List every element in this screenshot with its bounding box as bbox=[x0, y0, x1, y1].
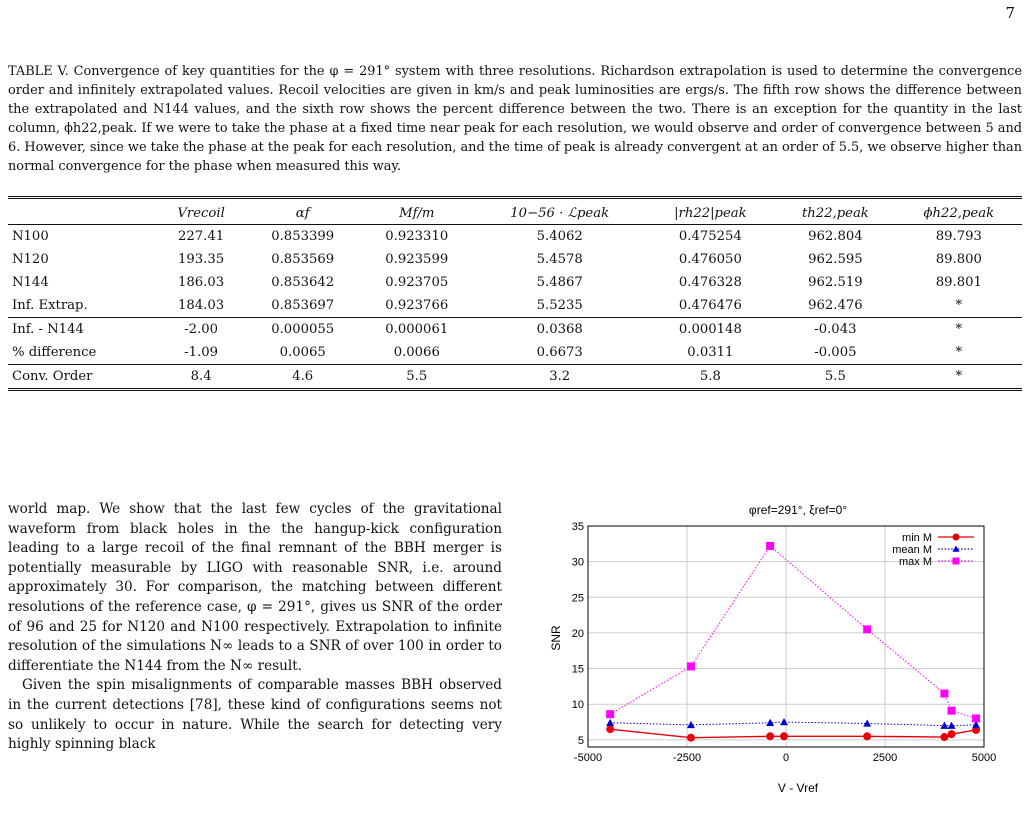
table-cell: 5.5 bbox=[775, 365, 895, 390]
table-cell: 0.923766 bbox=[385, 298, 449, 313]
y-tick-label: 35 bbox=[571, 521, 584, 533]
table-header-row bbox=[8, 198, 1022, 225]
table-cell: 0.923705 bbox=[385, 275, 449, 290]
series-line-max-m bbox=[867, 629, 976, 718]
data-point-max-m bbox=[948, 707, 956, 715]
table-row bbox=[8, 225, 1022, 249]
x-tick-label: 0 bbox=[782, 752, 790, 764]
table-cell: 0.476050 bbox=[678, 252, 742, 267]
page-number: 7 bbox=[1005, 4, 1015, 22]
header-cell: Vrecoil bbox=[157, 198, 246, 225]
table-cell: Conv. Order bbox=[8, 365, 157, 390]
table-cell: 0.476328 bbox=[678, 275, 742, 290]
snr-chart-svg bbox=[548, 498, 1008, 814]
y-axis-label: SNR bbox=[549, 625, 563, 651]
table-cell: 5.4578 bbox=[536, 252, 583, 267]
table-cell: 5.8 bbox=[646, 365, 776, 390]
table-cell: % difference bbox=[12, 345, 97, 360]
table-cell: 184.03 bbox=[178, 298, 225, 313]
convergence-table-wrap bbox=[8, 196, 1022, 391]
data-point-max-m bbox=[606, 710, 614, 718]
legend-marker-max-m bbox=[953, 558, 960, 565]
header-cell: |rh22|peak bbox=[646, 198, 776, 225]
table-row bbox=[8, 248, 1022, 271]
table-cell: * bbox=[955, 298, 963, 313]
table-cell: N120 bbox=[12, 252, 49, 267]
data-point-min-m bbox=[606, 725, 614, 733]
table-cell: 5.4062 bbox=[536, 229, 583, 244]
data-point-min-m bbox=[940, 733, 948, 741]
convergence-table bbox=[8, 196, 1022, 391]
data-point-max-m bbox=[972, 714, 980, 722]
data-point-min-m bbox=[863, 732, 871, 740]
table-cell: 0.923310 bbox=[385, 229, 449, 244]
data-point-max-m bbox=[940, 690, 948, 698]
legend-label: min M bbox=[902, 532, 932, 544]
legend-label: mean M bbox=[892, 544, 932, 556]
table-cell: 0.0066 bbox=[393, 345, 440, 360]
table-cell: 962.595 bbox=[808, 252, 863, 267]
plot-area bbox=[572, 521, 996, 764]
x-tick-label: -5000 bbox=[573, 752, 603, 764]
data-point-min-m bbox=[687, 734, 695, 742]
x-tick-label: 5000 bbox=[971, 752, 997, 764]
y-tick-label: 30 bbox=[571, 556, 584, 569]
table-cell: 89.800 bbox=[935, 252, 982, 267]
table-cell: 962.519 bbox=[808, 275, 863, 290]
table-cell: 8.4 bbox=[157, 365, 246, 390]
data-point-min-m bbox=[766, 732, 774, 740]
y-tick-label: 20 bbox=[571, 627, 584, 640]
table-cell: 5.4867 bbox=[536, 275, 583, 290]
snr-chart bbox=[548, 498, 1008, 814]
y-tick-label: 10 bbox=[571, 699, 584, 712]
table-cell: 5.5 bbox=[360, 365, 474, 390]
header-cell: ϕh22,peak bbox=[896, 198, 1022, 225]
y-tick-label: 25 bbox=[571, 592, 584, 605]
table-cell: 0.6673 bbox=[536, 345, 583, 360]
table-cell: 0.000055 bbox=[246, 318, 360, 342]
table-cell: -0.043 bbox=[775, 318, 895, 342]
data-point-mean-m bbox=[606, 719, 614, 726]
data-point-max-m bbox=[687, 662, 695, 670]
legend-label: max M bbox=[899, 556, 932, 568]
table-cell: 0.476476 bbox=[678, 298, 742, 313]
table-cell: 0.000061 bbox=[360, 318, 474, 342]
body-text bbox=[8, 500, 502, 755]
table-cell: 962.804 bbox=[808, 229, 863, 244]
table-cell: * bbox=[896, 318, 1022, 342]
table-row bbox=[8, 294, 1022, 318]
series-line-max-m bbox=[610, 546, 867, 714]
table-cell: N100 bbox=[12, 229, 49, 244]
table-body bbox=[8, 225, 1022, 390]
series-line-mean-m bbox=[610, 722, 976, 726]
data-point-mean-m bbox=[780, 718, 788, 725]
paragraph: Given the spin misalignments of comparable masses BBH observed in the current detections [78], these kind of configurations seems not so unlikely to occur in nature. While the search for detecting very highly spinning black bbox=[8, 677, 502, 753]
header-cell: th22,peak bbox=[775, 198, 895, 225]
x-tick-label: -2500 bbox=[672, 752, 702, 764]
table-cell: 193.35 bbox=[178, 252, 225, 267]
header-cell bbox=[8, 198, 157, 225]
table-cell: 0.853642 bbox=[271, 275, 335, 290]
table-cell: 0.853697 bbox=[271, 298, 335, 313]
series-line-min-m bbox=[610, 729, 976, 738]
table-cell: 89.801 bbox=[935, 275, 982, 290]
table-cell: 0.853399 bbox=[271, 229, 335, 244]
table-cell: 962.476 bbox=[808, 298, 863, 313]
table-cell: 0.853569 bbox=[271, 252, 335, 267]
data-point-min-m bbox=[780, 732, 788, 740]
data-point-max-m bbox=[766, 542, 774, 550]
y-tick-label: 5 bbox=[577, 734, 584, 747]
table-cell: 0.0065 bbox=[279, 345, 326, 360]
paragraph: world map. We show that the last few cycles of the gravitational waveform from black holes in the the hangup-kick configuration leading to a large recoil of the final remnant of the BBH merger is potentially measurable by LIGO with reasonable SNR, i.e. around approximately 30. For comparison, the matching between different resolutions of the reference case, φ = 291°, gives us SNR of the order of 96 and 25 for N120 and N100 respectively. Extrapolation to infinite resolution of the simulations N∞ leads to a SNR of over 100 in order to differentiate the N144 from the N∞ result. bbox=[8, 501, 502, 674]
table-row bbox=[8, 341, 1022, 365]
table-cell: -0.005 bbox=[814, 345, 857, 360]
header-cell: αf bbox=[246, 198, 360, 225]
table-cell: 0.0368 bbox=[474, 318, 646, 342]
table-cell: 3.2 bbox=[474, 365, 646, 390]
data-point-max-m bbox=[863, 625, 871, 633]
table-cell: 89.793 bbox=[935, 229, 982, 244]
table-cell: * bbox=[896, 365, 1022, 390]
y-tick-label: 15 bbox=[571, 663, 584, 676]
table-cell: 0.0311 bbox=[687, 345, 734, 360]
table-cell: Inf. Extrap. bbox=[12, 298, 88, 313]
table-row bbox=[8, 271, 1022, 294]
table-cell: 5.5235 bbox=[536, 298, 583, 313]
x-axis-label: V - Vref bbox=[777, 781, 819, 795]
table-cell: 0.475254 bbox=[678, 229, 742, 244]
table-cell: -2.00 bbox=[157, 318, 246, 342]
table-cell: 0.923599 bbox=[385, 252, 449, 267]
table-caption: TABLE V. Convergence of key quantities for the φ = 291° system with three resolutions. Richardson extrapolation is used to determine the convergence order and infinitely extrapolated values. Recoil velocities are given in km/s and peak luminosities are ergs/s. The fifth row shows the difference between the extrapolated and N144 values, and the sixth row shows the percent difference between the two. There is an exception for the quantity in the last column, ϕh22,peak. If we were to take the phase at a fixed time near peak for each resolution, we would observe and order of convergence between 5 and 6. However, since we take the phase at the peak for each resolution, and the time of peak is already convergent at an order of 5.5, we observe higher than normal convergence for the phase when measured this way. bbox=[8, 64, 1022, 174]
x-tick-label: 2500 bbox=[872, 752, 898, 764]
table-cell: 4.6 bbox=[246, 365, 360, 390]
header-cell: 10−56 · ℒpeak bbox=[474, 198, 646, 225]
chart-title: φref=291°, ξref=0° bbox=[748, 503, 848, 517]
table-row bbox=[8, 318, 1022, 342]
table-cell: -1.09 bbox=[184, 345, 219, 360]
table-cell: 227.41 bbox=[178, 229, 225, 244]
table-cell: 0.000148 bbox=[646, 318, 776, 342]
table-cell: * bbox=[955, 345, 963, 360]
table-row bbox=[8, 365, 1022, 390]
table-cell: Inf. - N144 bbox=[8, 318, 157, 342]
header-cell: Mf/m bbox=[360, 198, 474, 225]
table-cell: 186.03 bbox=[178, 275, 225, 290]
data-point-min-m bbox=[948, 730, 956, 738]
legend-marker-min-m bbox=[953, 534, 960, 541]
table-cell: N144 bbox=[12, 275, 49, 290]
